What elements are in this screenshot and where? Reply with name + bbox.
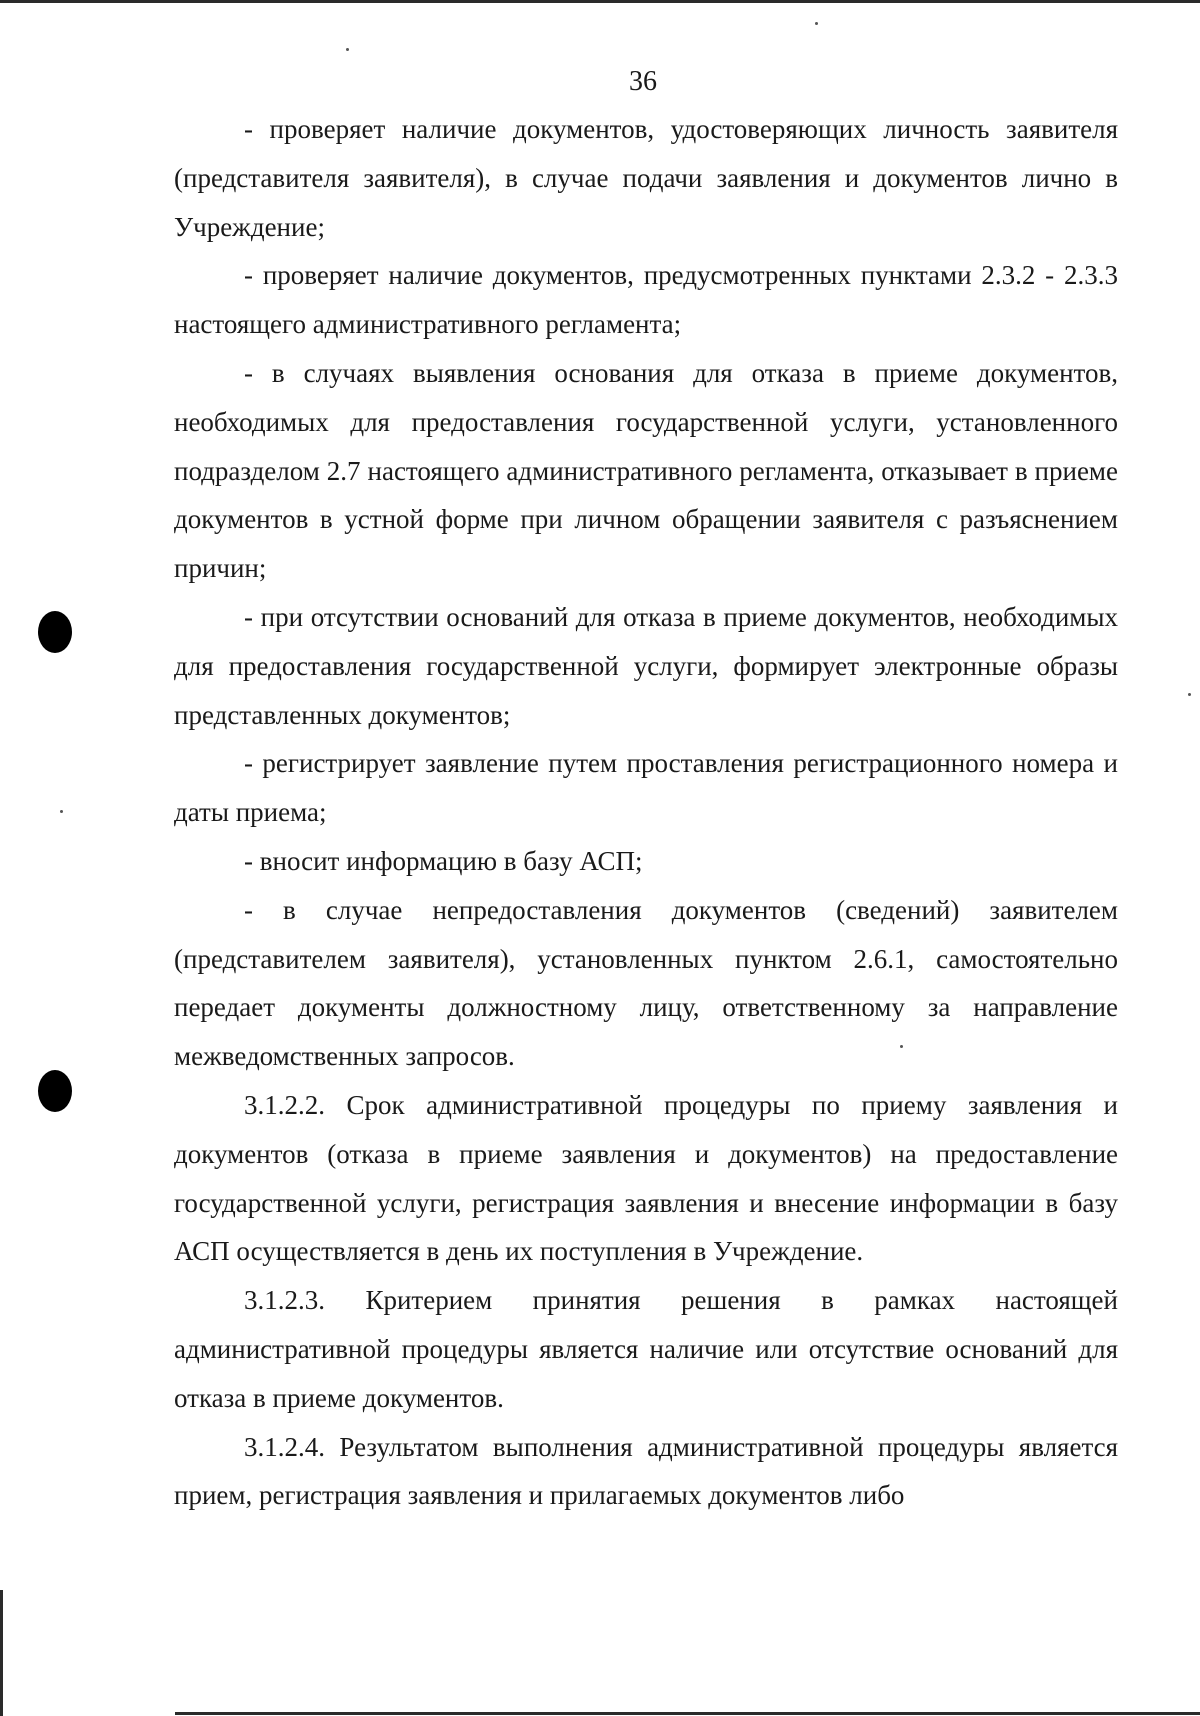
scan-edge-bottom [175,1712,1200,1715]
scan-edge-top [0,0,1200,3]
paragraph-check-documents: - проверяет наличие документов, предусмотренных пунктами 2.3.2 - 2.3.3 настоящего административного регламента; [174,260,1118,340]
paragraph-3-1-2-3: 3.1.2.3. Критерием принятия решения в рамках настоящей административной процедуры является наличие или отсутствие оснований для отказа в приеме документов. [174,1285,1118,1413]
page-number: 36 [629,66,657,97]
paragraph-no-refusal-grounds: - при отсутствии оснований для отказа в приеме документов, необходимых для предоставления государственной услуги, формирует электронные образы представленных документов; [174,601,1118,730]
scan-speck [815,22,818,25]
scan-edge-left [0,1590,3,1716]
paragraph-asp-entry: - вносит информацию в базу АСП; [244,845,643,876]
paragraph-3-1-2-4: 3.1.2.4. Результатом выполнения административной процедуры является прием, регистрация заявления и прилагаемых документов либо [174,1431,1118,1511]
paragraph-interagency-requests: - в случае непредоставления документов (сведений) заявителем (представителем заявителя), установленных пунктом 2.6.1, самостоятельно передает документы должностному лицу, ответственному за направление межведомственных запросов. [174,894,1118,1072]
paragraph-refusal-grounds: - в случаях выявления основания для отказа в приеме документов, необходимых для предоставления государственной услуги, установленного подразделом 2.7 настоящего административного регламента, отказывает в приеме документов в устной форме при личном обращении заявителя с разъяснением причин; [174,357,1118,584]
punch-hole [38,611,72,653]
punch-hole [38,1070,72,1112]
paragraph-registration: - регистрирует заявление путем проставления регистрационного номера и даты приема; [174,748,1118,828]
paragraph-3-1-2-2: 3.1.2.2. Срок административной процедуры по приему заявления и документов (отказа в приеме заявления и документов) на предоставление государственной услуги, регистрация заявления и внесение информации в базу АСП осуществляется в день их поступления в Учреждение. [174,1089,1118,1267]
scan-speck [346,48,349,51]
document-body [174,105,1118,1520]
scan-speck [60,810,63,813]
scan-speck [1188,693,1191,696]
paragraph-check-identity: - проверяет наличие документов, удостоверяющих личность заявителя (представителя заявителя), в случае подачи заявления и документов лично в Учреждение; [174,114,1118,242]
